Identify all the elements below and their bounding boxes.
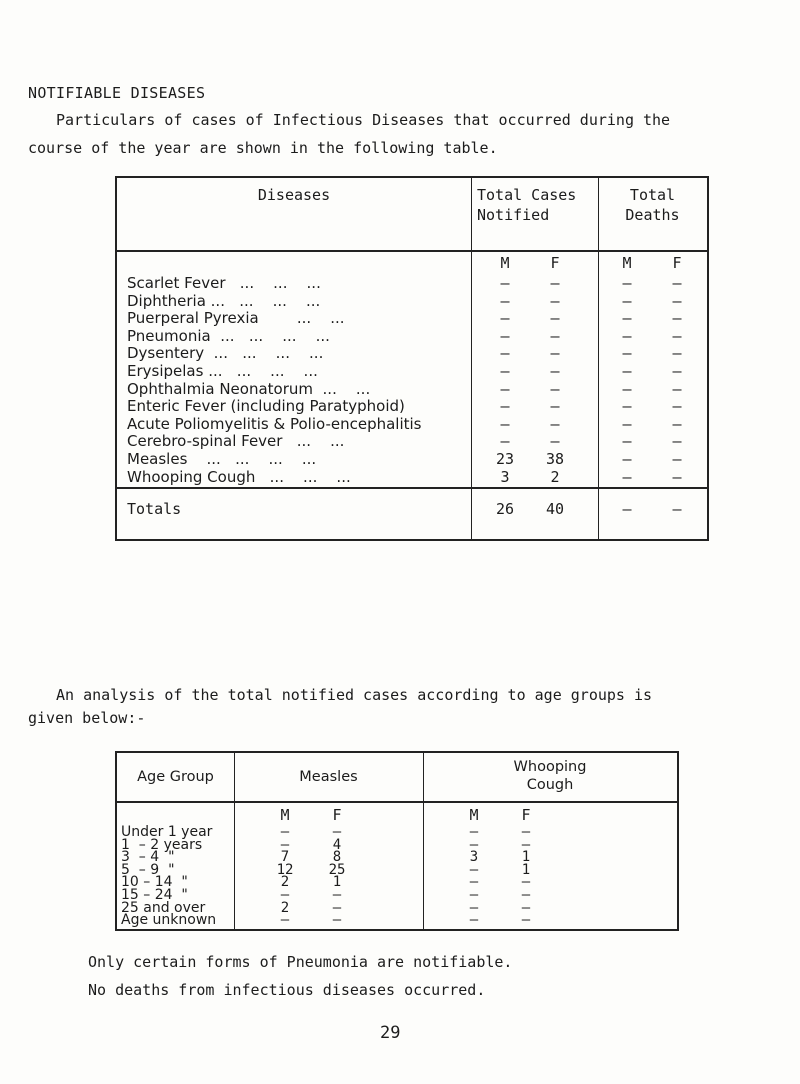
cases-male: – (500, 432, 510, 451)
deaths-female: – (672, 326, 682, 345)
whooping-female: – (521, 824, 531, 840)
cases-female: 2 (550, 467, 560, 486)
cases-male: – (500, 414, 510, 433)
whooping-female: – (521, 836, 531, 853)
cases-male: 23 (495, 450, 515, 468)
cases-female: – (550, 291, 560, 310)
measles-male: 2 (280, 899, 290, 916)
cases-male: – (500, 291, 510, 310)
deaths-male: – (622, 414, 632, 433)
page-number: 29 (380, 1023, 401, 1043)
deaths-male: – (622, 291, 632, 310)
measles-female: 25 (328, 861, 346, 878)
measles-male: 2 (280, 874, 290, 891)
cases-female: – (550, 309, 560, 328)
header-deaths-2: Deaths (625, 206, 680, 224)
measles-female: – (332, 824, 342, 840)
subheader-whooping-m: M (469, 806, 479, 824)
disease-name: Pneumonia ... ... ... ... (127, 326, 330, 345)
whooping-female: 1 (521, 861, 531, 878)
age-group-table (115, 751, 679, 931)
deaths-male: – (622, 432, 632, 451)
note-no-deaths: No deaths from infectious diseases occurred. (88, 981, 486, 999)
deaths-female: – (672, 467, 682, 486)
cases-female: 38 (545, 450, 565, 468)
measles-female: 1 (332, 874, 342, 891)
disease-name: Scarlet Fever ... ... ... (127, 274, 321, 292)
cases-male: – (500, 344, 510, 363)
whooping-male: – (469, 836, 479, 853)
disease-name: Dysentery ... ... ... ... (127, 344, 324, 363)
analysis-line-2: given below:- (28, 709, 146, 727)
totals-cases-m: 26 (495, 500, 515, 518)
totals-deaths-f: – (672, 500, 682, 518)
deaths-female: – (672, 432, 682, 451)
header-whooping-2: Cough (526, 777, 574, 793)
measles-female: 4 (332, 836, 342, 853)
deaths-female: – (672, 309, 682, 328)
totals-label: Totals (127, 500, 182, 518)
whooping-male: – (469, 861, 479, 878)
subheader-whooping-f: F (521, 806, 531, 824)
page-title: NOTIFIABLE DISEASES (28, 84, 206, 102)
subheader-measles-f: F (332, 806, 342, 824)
whooping-male: 3 (469, 849, 479, 866)
cases-female: – (550, 397, 560, 416)
age-group: Age unknown (121, 912, 217, 929)
cases-female: – (550, 344, 560, 363)
header-measles: Measles (299, 769, 358, 785)
header-divider (117, 250, 707, 252)
measles-male: – (280, 912, 290, 929)
deaths-male: – (622, 309, 632, 328)
measles-male: – (280, 887, 290, 903)
whooping-female: – (521, 874, 531, 891)
cases-female: – (550, 362, 560, 380)
age-group: 10 – 14 " (121, 874, 188, 891)
totals-cases-f: 40 (545, 500, 565, 518)
cases-female: – (550, 274, 560, 292)
header-divider (117, 801, 677, 803)
deaths-male: – (622, 379, 632, 398)
deaths-female: – (672, 450, 682, 468)
subheader-deaths-f: F (672, 254, 682, 272)
age-group: 15 – 24 " (121, 887, 188, 903)
subheader-cases-m: M (500, 254, 510, 272)
measles-male: 7 (280, 849, 290, 866)
note-pneumonia: Only certain forms of Pneumonia are notifiable. (88, 953, 513, 971)
deaths-female: – (672, 397, 682, 416)
header-cases-2: Notified (477, 206, 550, 224)
deaths-male: – (622, 326, 632, 345)
whooping-female: 1 (521, 849, 531, 866)
whooping-female: – (521, 899, 531, 916)
deaths-female: – (672, 274, 682, 292)
column-divider (598, 178, 599, 539)
age-group: 25 and over (121, 899, 206, 916)
disease-name: Whooping Cough ... ... ... (127, 467, 351, 486)
cases-female: – (550, 414, 560, 433)
cases-male: – (500, 397, 510, 416)
diseases-table (115, 176, 709, 541)
deaths-female: – (672, 379, 682, 398)
measles-female: – (332, 887, 342, 903)
measles-female: 8 (332, 849, 342, 866)
cases-male: 3 (500, 467, 510, 486)
disease-name: Acute Poliomyelitis & Polio-encephalitis (127, 414, 422, 433)
age-group: 1 – 2 years (121, 836, 203, 853)
header-whooping-1: Whooping (513, 759, 587, 775)
deaths-female: – (672, 362, 682, 380)
totals-deaths-m: – (622, 500, 632, 518)
measles-female: – (332, 912, 342, 929)
subheader-cases-f: F (550, 254, 560, 272)
whooping-male: – (469, 912, 479, 929)
cases-male: – (500, 326, 510, 345)
header-deaths-1: Total (629, 186, 676, 204)
whooping-male: – (469, 887, 479, 903)
column-divider (471, 178, 472, 539)
cases-female: – (550, 432, 560, 451)
disease-name: Puerperal Pyrexia ... ... (127, 309, 345, 328)
disease-name: Enteric Fever (including Paratyphoid) (127, 397, 405, 416)
cases-male: – (500, 379, 510, 398)
deaths-female: – (672, 344, 682, 363)
disease-name: Measles ... ... ... ... (127, 450, 317, 468)
cases-female: – (550, 379, 560, 398)
header-cases-1: Total Cases (477, 186, 577, 204)
intro-line-2: course of the year are shown in the following table. (28, 139, 498, 157)
subheader-measles-m: M (280, 806, 290, 824)
whooping-male: – (469, 824, 479, 840)
subheader-deaths-m: M (622, 254, 632, 272)
cases-male: – (500, 274, 510, 292)
deaths-male: – (622, 467, 632, 486)
measles-male: 12 (276, 861, 294, 878)
disease-name: Cerebro-spinal Fever ... ... (127, 432, 345, 451)
cases-male: – (500, 309, 510, 328)
intro-line-1: Particulars of cases of Infectious Diseases that occurred during the (56, 111, 671, 129)
whooping-female: – (521, 912, 531, 929)
disease-name: Erysipelas ... ... ... ... (127, 362, 318, 380)
deaths-male: – (622, 397, 632, 416)
disease-name: Diphtheria ... ... ... ... (127, 291, 321, 310)
cases-female: – (550, 326, 560, 345)
deaths-male: – (622, 362, 632, 380)
analysis-line-1: An analysis of the total notified cases according to age groups is (56, 686, 653, 704)
totals-divider (117, 487, 707, 489)
measles-male: – (280, 836, 290, 853)
disease-name: Ophthalmia Neonatorum ... ... (127, 379, 371, 398)
header-diseases: Diseases (257, 186, 331, 204)
deaths-male: – (622, 344, 632, 363)
whooping-male: – (469, 874, 479, 891)
age-group: 3 – 4 " (121, 849, 175, 866)
header-age-group: Age Group (137, 769, 214, 785)
whooping-female: – (521, 887, 531, 903)
deaths-male: – (622, 450, 632, 468)
age-group: Under 1 year (121, 824, 213, 840)
cases-male: – (500, 362, 510, 380)
measles-female: – (332, 899, 342, 916)
whooping-male: – (469, 899, 479, 916)
measles-male: – (280, 824, 290, 840)
deaths-male: – (622, 274, 632, 292)
deaths-female: – (672, 414, 682, 433)
deaths-female: – (672, 291, 682, 310)
age-group: 5 – 9 " (121, 861, 175, 878)
